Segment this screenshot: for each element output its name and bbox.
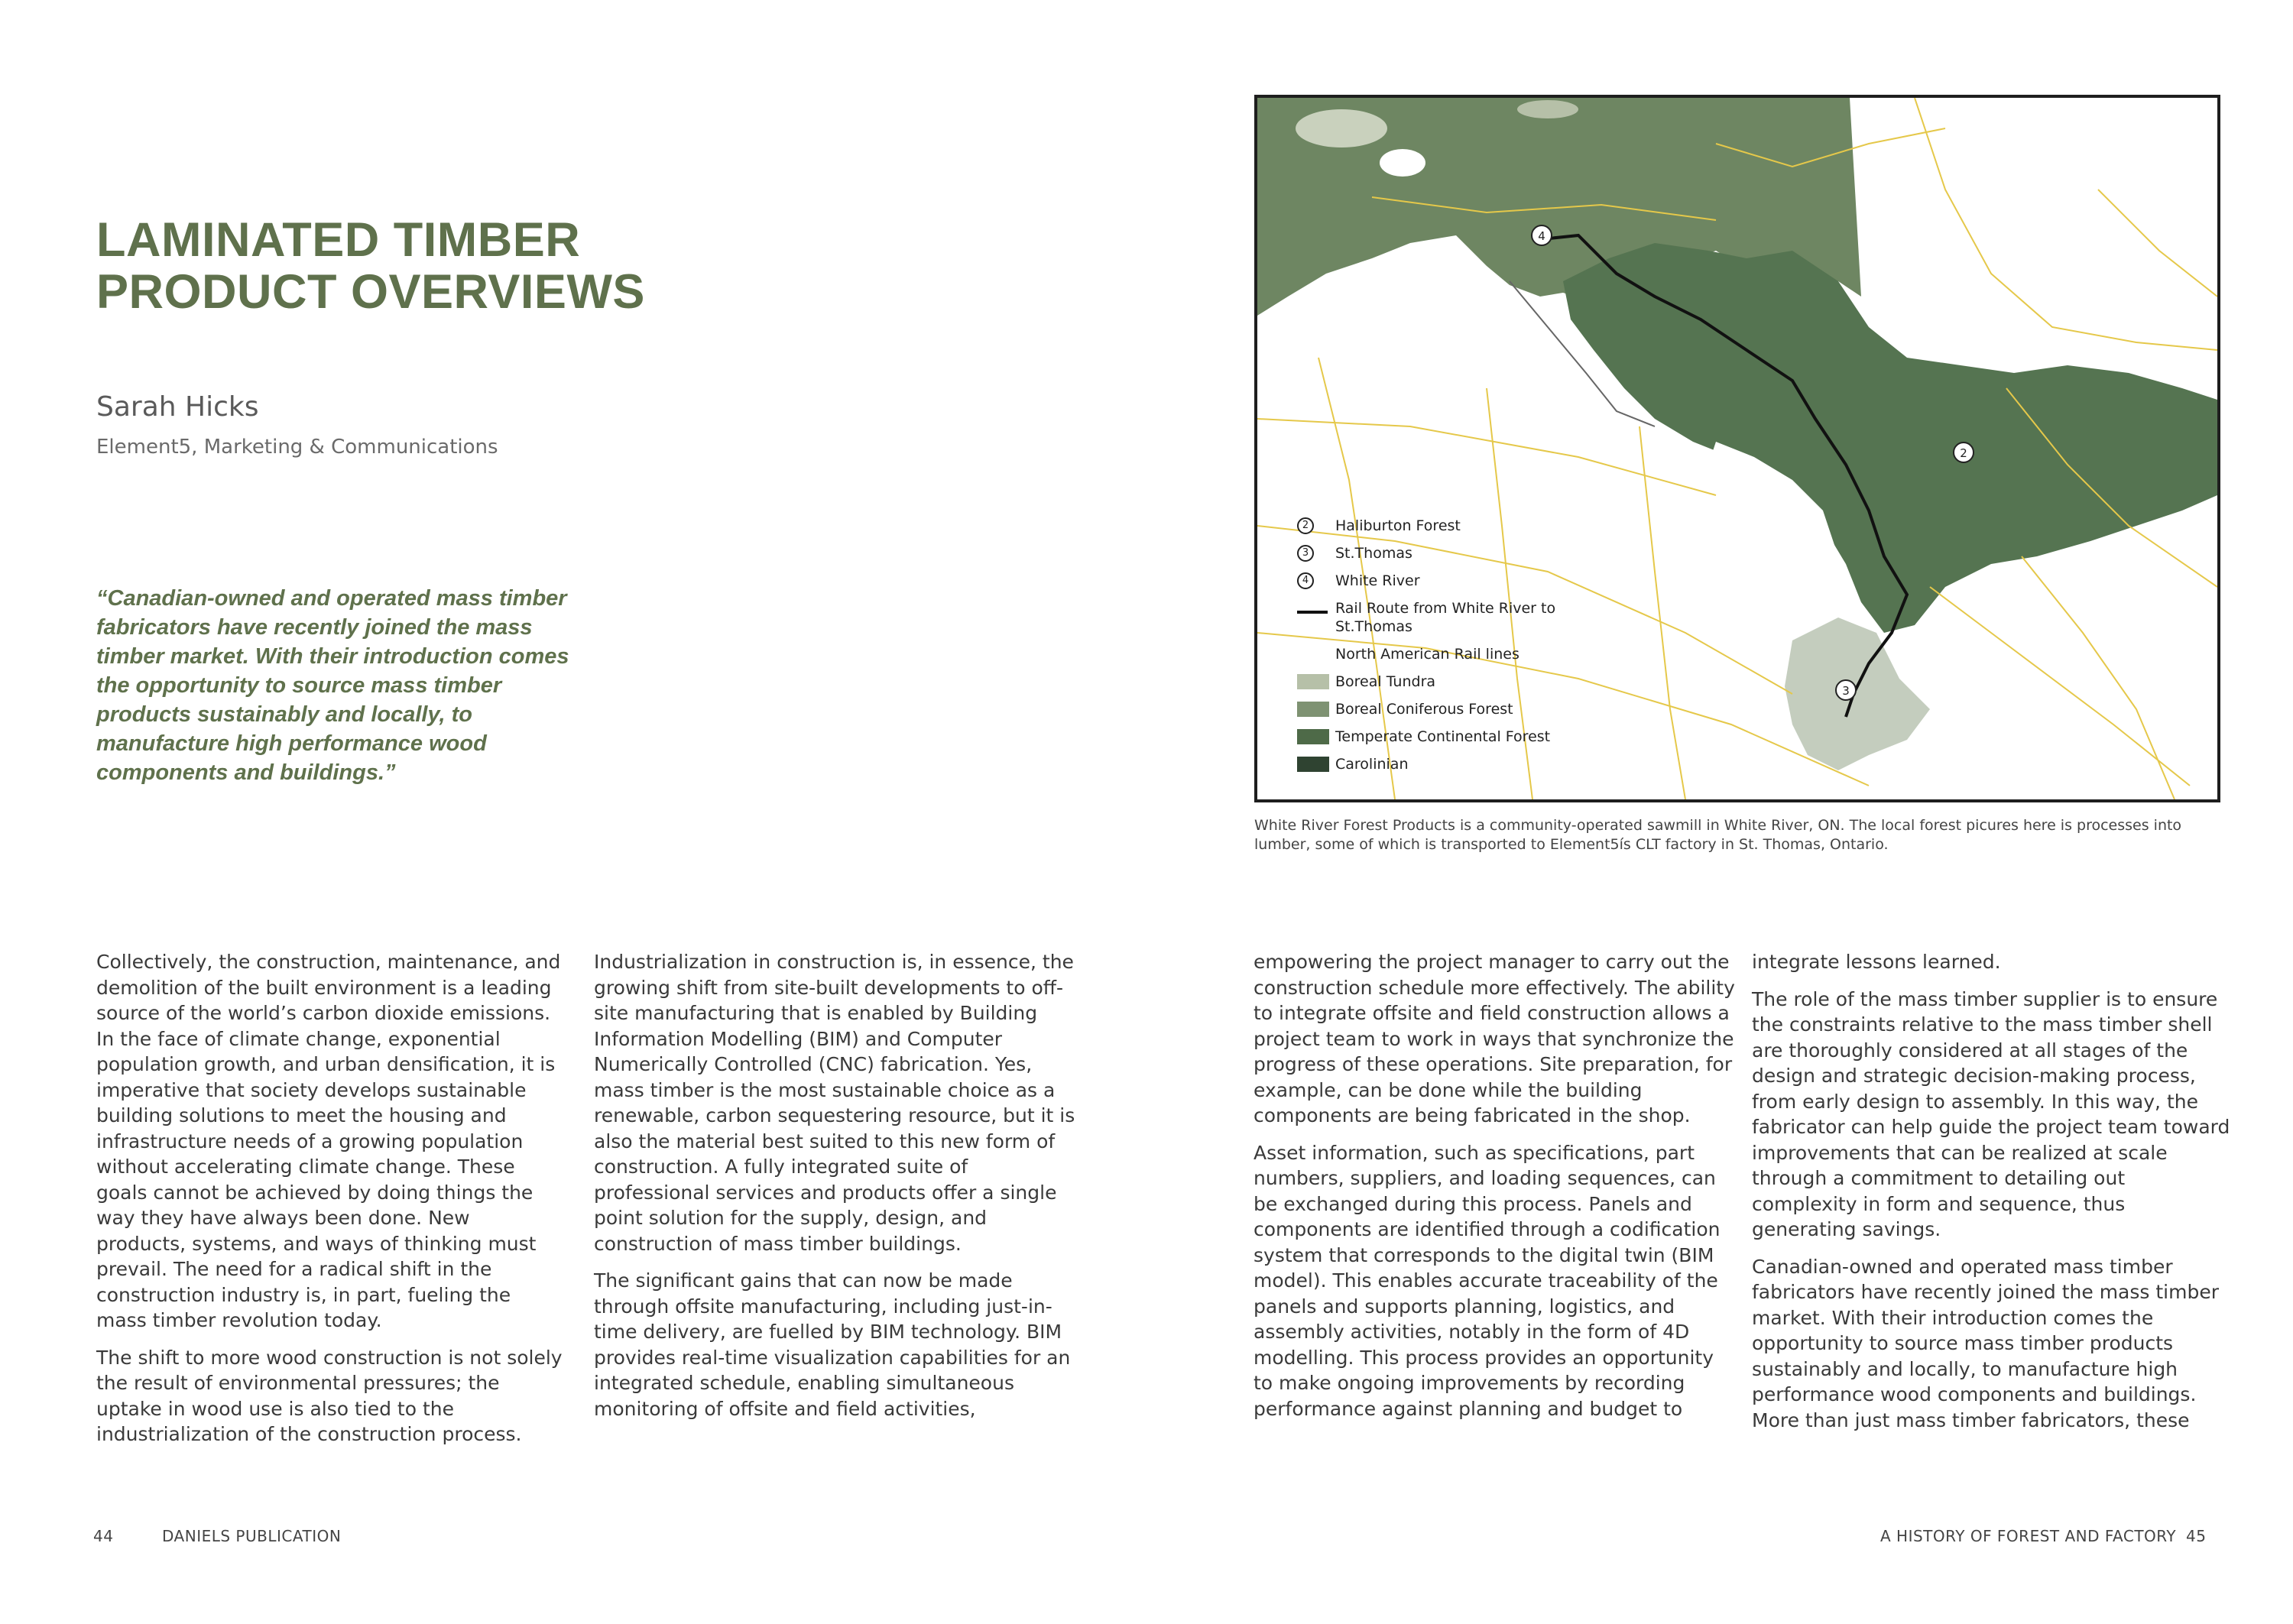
tundra-patch <box>1517 100 1578 118</box>
page-number-left: 44 <box>93 1527 114 1545</box>
marker-symbol: 2 <box>1297 517 1314 534</box>
legend-label: Boreal Tundra <box>1335 673 1436 690</box>
paragraph: Industrialization in construction is, in essence, the growing shift from site-built developments to off-site manufacturing that is enabled by Building Information Modelling (BIM) and Computer Numerically Controlled (CNC) fabrication. Yes, mass timber is the most sustainable choice as a renewable, carbon sequestering resource, but it is also the material best suited to this new form of construction. A fully integrated suite of professional services and products offer a single point solution for the supply, design, and construction of mass timber buildings. <box>594 951 1075 1255</box>
paragraph: Collectively, the construction, maintenance, and demolition of the built environment is a leading source of the world’s carbon dioxide emissions. In the face of climate change, exponential population growth, and urban densification, it is imperative that society develops sustainable building solutions to meet the housing and infrastructure needs of a growing population without accelerating climate change. These goals cannot be achieved by doing things the way they have always been done. New products, systems, and ways of thinking must prevail. The need for a radical shift in the construction industry is, in part, fueling the mass timber revolution today. <box>96 951 561 1331</box>
legend-item <box>1297 572 1572 590</box>
legend-label: White River <box>1335 572 1420 589</box>
legend-item <box>1297 645 1572 663</box>
legend-item <box>1297 544 1572 562</box>
legend-item <box>1297 728 1572 746</box>
body-column-3 <box>1254 949 1735 1433</box>
legend-item <box>1297 700 1572 718</box>
map-caption: White River Forest Products is a community-operated sawmill in White River, ON. The local forest picures here is processes into lumber, some of which is transported to Element5ís CLT factory in St. Thomas, Ontario. <box>1254 817 2182 853</box>
page-number-right: 45 <box>2186 1527 2207 1545</box>
pull-quote: “Canadian-owned and operated mass timber fabricators have recently joined the mass timber market. With their introduction comes the opportunity to source mass timber products sustainably and locally, to manufacture high performance wood components and buildings.” <box>96 586 569 785</box>
title-line-2: PRODUCT OVERVIEWS <box>96 265 645 319</box>
title-line-1: LAMINATED TIMBER <box>96 213 581 267</box>
marker-label: 4 <box>1538 229 1545 243</box>
legend-item <box>1297 517 1572 535</box>
body-column-4 <box>1752 949 2233 1444</box>
paragraph: The significant gains that can now be made through offsite manufacturing, including just-in-time delivery, are fuelled by BIM technology. BIM provides real-time visualization capabilities for an integrated schedule, enabling simultaneous monitoring of offsite and field activities, <box>594 1269 1071 1420</box>
swatch-temperate <box>1297 729 1329 744</box>
paragraph: The role of the mass timber supplier is to ensure the constraints relative to the mass timber shell are thoroughly considered at all stages of the design and strategic decision-making process, from early design to assembly. In this way, the fabricator can help guide the project team toward improvements that can be realized at scale through a commitment to detailing out complexity in form and sequence, thus generating savings. <box>1752 987 2230 1240</box>
body-column-2 <box>594 949 1075 1433</box>
lake-shape <box>1380 149 1425 177</box>
legend-item <box>1297 599 1572 636</box>
legend-label: Temperate Continental Forest <box>1335 728 1551 745</box>
legend-label: Boreal Coniferous Forest <box>1335 701 1513 718</box>
author-affiliation: Element5, Marketing & Communications <box>96 436 498 459</box>
paragraph: integrate lessons learned. <box>1752 951 2001 973</box>
legend-label: Carolinian <box>1335 756 1409 773</box>
legend-label: Rail Route from White River to St.Thomas <box>1335 600 1556 635</box>
paragraph: empowering the project manager to carry out the construction schedule more effectively. The ability to integrate offsite and field construction allows a project team to work in ways that synchronize the progress of these operations. Site preparation, for example, can be done while the building components are being fabricated in the shop. <box>1254 951 1735 1126</box>
rail-route-line-symbol <box>1297 611 1328 614</box>
swatch-boreal-coniferous <box>1297 702 1329 717</box>
footer-publication: DANIELS PUBLICATION <box>162 1527 342 1545</box>
marker-haliburton <box>1954 442 1974 462</box>
paragraph: Canadian-owned and operated mass timber fabricators have recently joined the mass timber market. With their introduction comes the opportunity to source mass timber products sustainably and locally, to manufacture high performance wood components and buildings. More than just mass timber fabricators, these <box>1752 1255 2219 1431</box>
marker-st-thomas <box>1836 680 1856 700</box>
legend-item <box>1297 755 1572 773</box>
page-title <box>96 214 677 318</box>
map-legend <box>1297 517 1572 783</box>
marker-symbol: 3 <box>1297 545 1314 562</box>
marker-white-river <box>1532 225 1552 245</box>
legend-label: Haliburton Forest <box>1335 517 1461 534</box>
marker-symbol: 4 <box>1297 572 1314 589</box>
paragraph: The shift to more wood construction is not solely the result of environmental pressures; the uptake in wood use is also tied to the industrialization of the construction process. <box>96 1346 563 1445</box>
marker-label: 2 <box>1960 446 1967 460</box>
tundra-patch <box>1296 109 1387 147</box>
forest-rail-map <box>1254 95 2220 802</box>
marker-label: 3 <box>1842 684 1850 698</box>
paragraph: Asset information, such as specifications, part numbers, suppliers, and loading sequences, can be exchanged during this process. Panels and components are identified through a codification system that corresponds to the digital twin (BIM model). This enables accurate traceability of the panels and supports planning, logistics, and assembly activities, notably in the form of 4D modelling. This process provides an opportunity to make ongoing improvements by recording performance against planning and budget to <box>1254 1141 1721 1420</box>
swatch-boreal-tundra <box>1297 674 1329 689</box>
swatch-carolinian <box>1297 757 1329 772</box>
legend-label: St.Thomas <box>1335 545 1412 562</box>
footer-section-title: A HISTORY OF FOREST AND FACTORY <box>1880 1527 2177 1545</box>
legend-item <box>1297 673 1572 691</box>
author-name: Sarah Hicks <box>96 391 259 423</box>
body-column-1 <box>96 949 563 1459</box>
legend-label: North American Rail lines <box>1335 646 1519 663</box>
